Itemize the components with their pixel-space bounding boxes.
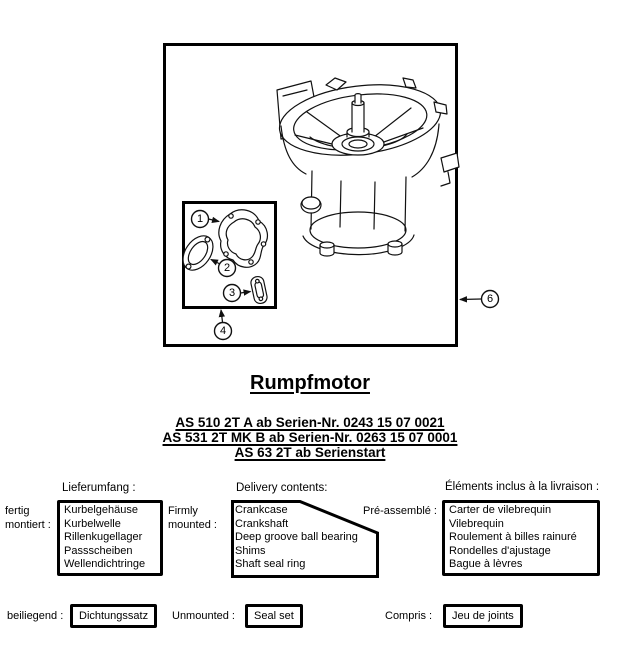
figure-illustration — [160, 40, 505, 350]
mounted-parts-box-en: Crankcase Crankshaft Deep groove ball bearing Shims Shaft seal ring — [235, 504, 358, 571]
mounted-parts-box-fr: Carter de vilebrequin Vilebrequin Roulement à billes rainuré Rondelles d'ajustage Bague à lèvres — [442, 500, 600, 576]
callout-6 — [460, 291, 499, 308]
page-title: Rumpfmotor — [250, 372, 370, 394]
header-delivery-contents: Delivery contents: — [236, 482, 328, 494]
callout-6-number: 6 — [486, 293, 494, 305]
header-lieferumfang: Lieferumfang : — [62, 482, 136, 494]
callout-3-number: 3 — [228, 287, 236, 299]
label-compris: Compris : — [385, 610, 433, 622]
serial-line-1: AS 510 2T A ab Serien-Nr. 0243 15 07 0021 — [175, 415, 445, 430]
label-pre-assemble: Pré-assemblé : — [363, 505, 437, 517]
serial-line-2: AS 531 2T MK B ab Serien-Nr. 0263 15 07 0001 — [162, 430, 458, 445]
loose-parts-box-fr: Jeu de joints — [443, 604, 523, 628]
serial-line-3: AS 63 2T ab Serienstart — [234, 445, 386, 460]
mounted-parts-box-de: Kurbelgehäuse Kurbelwelle Rillenkugellager Passscheiben Wellendichtringe — [57, 500, 163, 576]
serial-number-lines — [0, 415, 620, 460]
loose-parts-box-de: Dichtungssatz — [70, 604, 157, 628]
label-firmly-mounted: Firmly mounted : — [168, 505, 217, 531]
callout-1-number: 1 — [196, 213, 204, 225]
label-beiliegend: beiliegend : — [7, 610, 64, 622]
label-unmounted: Unmounted : — [172, 610, 235, 622]
callout-4-number: 4 — [219, 325, 227, 337]
header-elements-inclus: Éléments inclus à la livraison : — [445, 481, 600, 493]
label-fertig-montiert: fertig montiert : — [5, 505, 51, 531]
callout-2-number: 2 — [223, 262, 231, 274]
loose-parts-box-en: Seal set — [245, 604, 303, 628]
